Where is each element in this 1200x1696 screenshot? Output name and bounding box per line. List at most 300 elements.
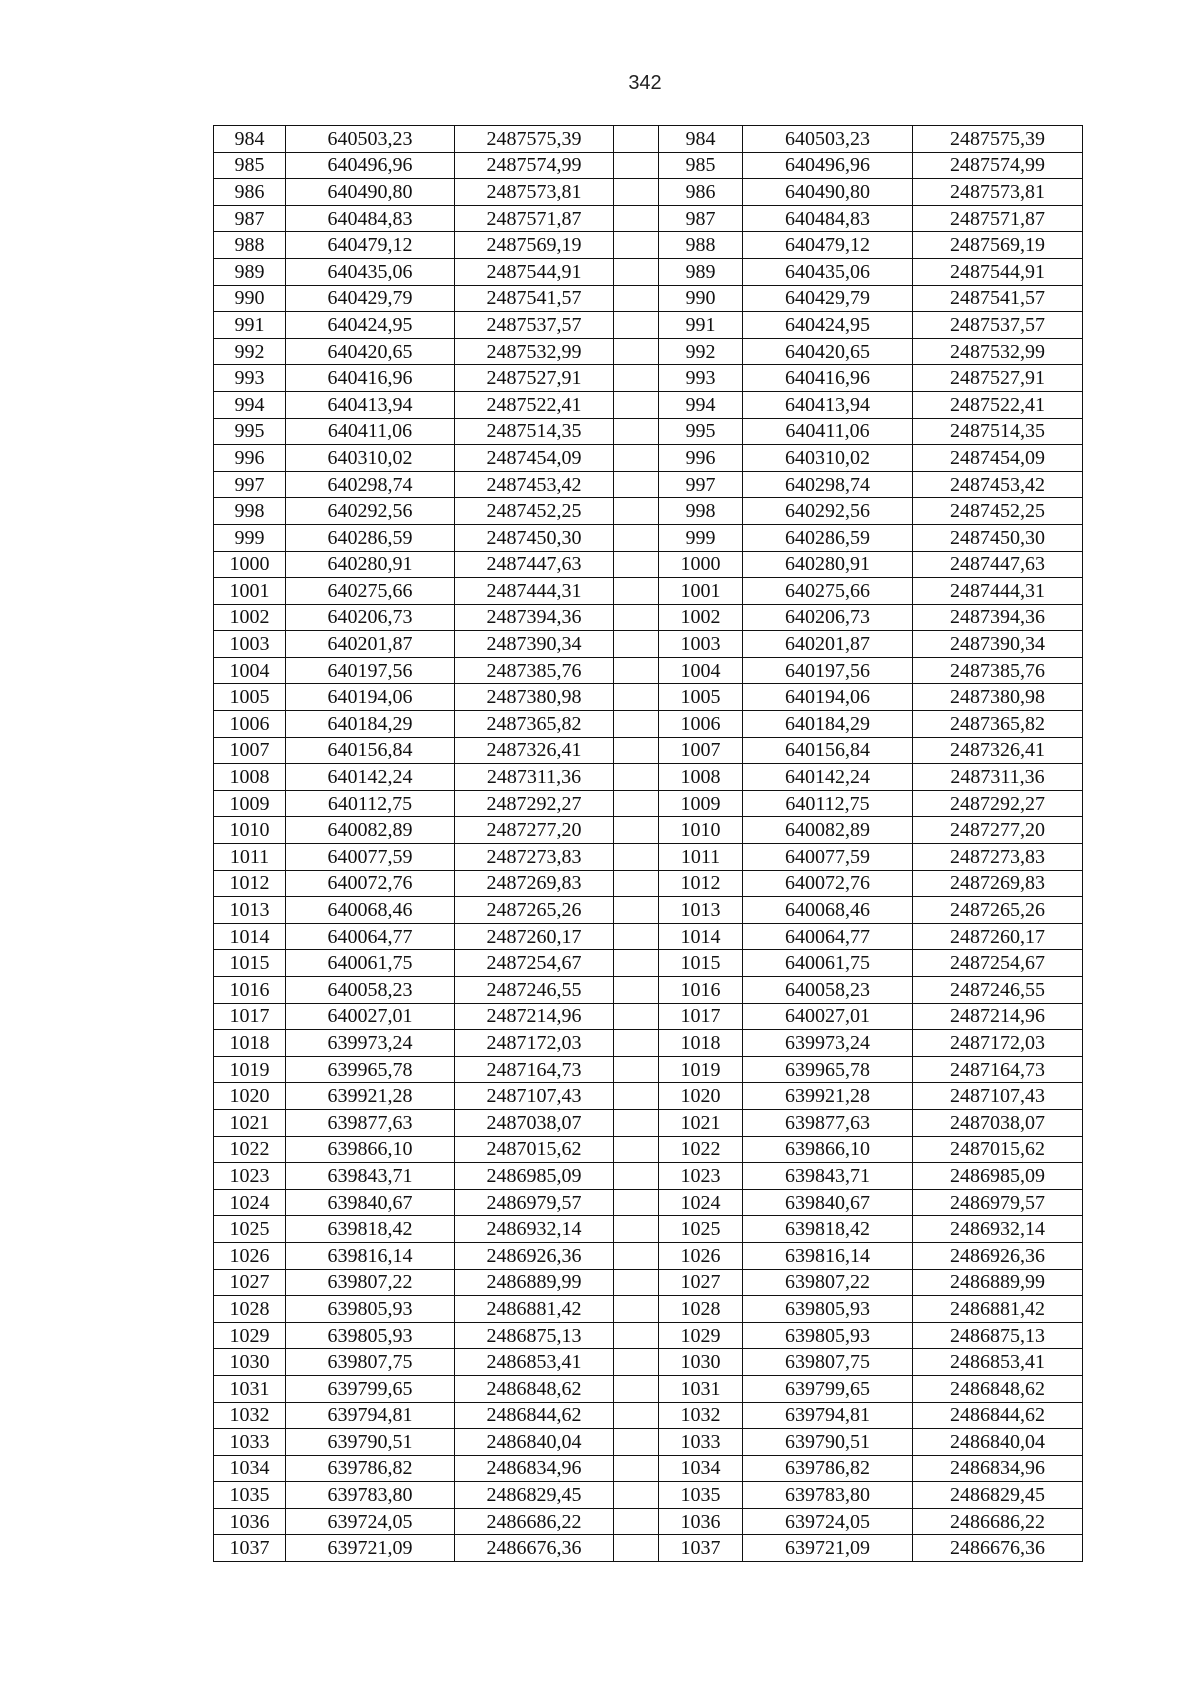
point-number-cell: 1024 — [659, 1189, 743, 1216]
point-number-cell: 989 — [659, 258, 743, 285]
y-coordinate-cell: 2487380,98 — [455, 684, 614, 711]
table-row — [214, 817, 1083, 844]
point-number-cell: 1006 — [659, 711, 743, 738]
point-number-cell: 1011 — [659, 844, 743, 871]
y-coordinate-cell: 2487571,87 — [455, 205, 614, 232]
point-number-cell: 989 — [214, 258, 286, 285]
x-coordinate-cell: 639786,82 — [286, 1455, 455, 1482]
x-coordinate-cell: 640072,76 — [743, 870, 913, 897]
point-number-cell: 1005 — [659, 684, 743, 711]
point-number-cell: 985 — [214, 152, 286, 179]
x-coordinate-cell: 640064,77 — [743, 923, 913, 950]
point-number-cell: 986 — [214, 179, 286, 206]
gap-cell — [614, 1429, 659, 1456]
table-row — [214, 418, 1083, 445]
y-coordinate-cell: 2486848,62 — [913, 1375, 1083, 1402]
x-coordinate-cell: 640206,73 — [743, 604, 913, 631]
table-row — [214, 1269, 1083, 1296]
table-row — [214, 977, 1083, 1004]
point-number-cell: 994 — [214, 391, 286, 418]
gap-cell — [614, 418, 659, 445]
gap-cell — [614, 1535, 659, 1562]
y-coordinate-cell: 2486985,09 — [455, 1163, 614, 1190]
gap-cell — [614, 657, 659, 684]
y-coordinate-cell: 2487514,35 — [455, 418, 614, 445]
point-number-cell: 1021 — [659, 1109, 743, 1136]
y-coordinate-cell: 2486979,57 — [455, 1189, 614, 1216]
x-coordinate-cell: 640027,01 — [743, 1003, 913, 1030]
x-coordinate-cell: 640142,24 — [286, 764, 455, 791]
x-coordinate-cell: 639843,71 — [286, 1163, 455, 1190]
gap-cell — [614, 684, 659, 711]
x-coordinate-cell: 639840,67 — [743, 1189, 913, 1216]
gap-cell — [614, 1455, 659, 1482]
y-coordinate-cell: 2487273,83 — [913, 844, 1083, 871]
y-coordinate-cell: 2487265,26 — [913, 897, 1083, 924]
x-coordinate-cell: 639818,42 — [743, 1216, 913, 1243]
point-number-cell: 1012 — [659, 870, 743, 897]
table-row — [214, 1322, 1083, 1349]
point-number-cell: 1018 — [214, 1030, 286, 1057]
y-coordinate-cell: 2487541,57 — [913, 285, 1083, 312]
x-coordinate-cell: 639807,22 — [743, 1269, 913, 1296]
x-coordinate-cell: 640197,56 — [286, 657, 455, 684]
x-coordinate-cell: 640197,56 — [743, 657, 913, 684]
y-coordinate-cell: 2486853,41 — [913, 1349, 1083, 1376]
y-coordinate-cell: 2487385,76 — [913, 657, 1083, 684]
table-row — [214, 1535, 1083, 1562]
point-number-cell: 986 — [659, 179, 743, 206]
point-number-cell: 1036 — [214, 1508, 286, 1535]
point-number-cell: 1017 — [659, 1003, 743, 1030]
point-number-cell: 1013 — [659, 897, 743, 924]
gap-cell — [614, 817, 659, 844]
y-coordinate-cell: 2487450,30 — [913, 524, 1083, 551]
x-coordinate-cell: 640484,83 — [743, 205, 913, 232]
y-coordinate-cell: 2487522,41 — [455, 391, 614, 418]
x-coordinate-cell: 640484,83 — [286, 205, 455, 232]
point-number-cell: 999 — [214, 524, 286, 551]
x-coordinate-cell: 639807,75 — [743, 1349, 913, 1376]
x-coordinate-cell: 640310,02 — [286, 445, 455, 472]
x-coordinate-cell: 640275,66 — [743, 578, 913, 605]
point-number-cell: 1007 — [214, 737, 286, 764]
gap-cell — [614, 897, 659, 924]
table-row — [214, 1455, 1083, 1482]
y-coordinate-cell: 2487447,63 — [455, 551, 614, 578]
x-coordinate-cell: 639805,93 — [743, 1296, 913, 1323]
x-coordinate-cell: 640027,01 — [286, 1003, 455, 1030]
y-coordinate-cell: 2487574,99 — [913, 152, 1083, 179]
gap-cell — [614, 870, 659, 897]
table-row — [214, 445, 1083, 472]
point-number-cell: 1036 — [659, 1508, 743, 1535]
table-row — [214, 1136, 1083, 1163]
x-coordinate-cell: 640286,59 — [743, 524, 913, 551]
y-coordinate-cell: 2487390,34 — [455, 631, 614, 658]
y-coordinate-cell: 2487164,73 — [913, 1056, 1083, 1083]
point-number-cell: 1016 — [214, 977, 286, 1004]
gap-cell — [614, 1030, 659, 1057]
x-coordinate-cell: 639818,42 — [286, 1216, 455, 1243]
y-coordinate-cell: 2487444,31 — [455, 578, 614, 605]
table-row — [214, 1349, 1083, 1376]
table-row — [214, 1375, 1083, 1402]
x-coordinate-cell: 640292,56 — [286, 498, 455, 525]
x-coordinate-cell: 640194,06 — [286, 684, 455, 711]
table-row — [214, 312, 1083, 339]
gap-cell — [614, 365, 659, 392]
point-number-cell: 1003 — [214, 631, 286, 658]
y-coordinate-cell: 2487172,03 — [455, 1030, 614, 1057]
point-number-cell: 1022 — [214, 1136, 286, 1163]
x-coordinate-cell: 640184,29 — [286, 711, 455, 738]
x-coordinate-cell: 640082,89 — [743, 817, 913, 844]
gap-cell — [614, 1402, 659, 1429]
table-row — [214, 844, 1083, 871]
x-coordinate-cell: 640201,87 — [743, 631, 913, 658]
gap-cell — [614, 790, 659, 817]
x-coordinate-cell: 640061,75 — [743, 950, 913, 977]
point-number-cell: 992 — [214, 338, 286, 365]
point-number-cell: 987 — [214, 205, 286, 232]
table-row — [214, 126, 1083, 153]
y-coordinate-cell: 2487447,63 — [913, 551, 1083, 578]
table-row — [214, 1163, 1083, 1190]
point-number-cell: 1019 — [659, 1056, 743, 1083]
y-coordinate-cell: 2486985,09 — [913, 1163, 1083, 1190]
point-number-cell: 1020 — [659, 1083, 743, 1110]
x-coordinate-cell: 640298,74 — [743, 471, 913, 498]
gap-cell — [614, 391, 659, 418]
y-coordinate-cell: 2487573,81 — [455, 179, 614, 206]
gap-cell — [614, 1003, 659, 1030]
x-coordinate-cell: 640503,23 — [286, 126, 455, 153]
x-coordinate-cell: 640112,75 — [743, 790, 913, 817]
point-number-cell: 995 — [659, 418, 743, 445]
point-number-cell: 987 — [659, 205, 743, 232]
table-row — [214, 258, 1083, 285]
point-number-cell: 1004 — [659, 657, 743, 684]
y-coordinate-cell: 2487394,36 — [913, 604, 1083, 631]
table-row — [214, 498, 1083, 525]
x-coordinate-cell: 639921,28 — [286, 1083, 455, 1110]
point-number-cell: 1009 — [214, 790, 286, 817]
point-number-cell: 1000 — [659, 551, 743, 578]
gap-cell — [614, 1083, 659, 1110]
y-coordinate-cell: 2487015,62 — [913, 1136, 1083, 1163]
y-coordinate-cell: 2486840,04 — [455, 1429, 614, 1456]
x-coordinate-cell: 640411,06 — [743, 418, 913, 445]
table-row — [214, 1482, 1083, 1509]
table-row — [214, 551, 1083, 578]
y-coordinate-cell: 2486844,62 — [455, 1402, 614, 1429]
y-coordinate-cell: 2487107,43 — [455, 1083, 614, 1110]
point-number-cell: 1029 — [214, 1322, 286, 1349]
x-coordinate-cell: 640201,87 — [286, 631, 455, 658]
gap-cell — [614, 1269, 659, 1296]
y-coordinate-cell: 2487575,39 — [455, 126, 614, 153]
table-row — [214, 285, 1083, 312]
y-coordinate-cell: 2487277,20 — [455, 817, 614, 844]
y-coordinate-cell: 2487532,99 — [455, 338, 614, 365]
table-row — [214, 604, 1083, 631]
table-row — [214, 1109, 1083, 1136]
gap-cell — [614, 498, 659, 525]
y-coordinate-cell: 2486844,62 — [913, 1402, 1083, 1429]
x-coordinate-cell: 640068,46 — [286, 897, 455, 924]
table-row — [214, 764, 1083, 791]
point-number-cell: 995 — [214, 418, 286, 445]
x-coordinate-cell: 639794,81 — [286, 1402, 455, 1429]
x-coordinate-cell: 639790,51 — [286, 1429, 455, 1456]
table-row — [214, 631, 1083, 658]
x-coordinate-cell: 639721,09 — [286, 1535, 455, 1562]
point-number-cell: 1034 — [659, 1455, 743, 1482]
point-number-cell: 985 — [659, 152, 743, 179]
y-coordinate-cell: 2487454,09 — [455, 445, 614, 472]
x-coordinate-cell: 639783,80 — [286, 1482, 455, 1509]
y-coordinate-cell: 2487390,34 — [913, 631, 1083, 658]
x-coordinate-cell: 639877,63 — [286, 1109, 455, 1136]
x-coordinate-cell: 639721,09 — [743, 1535, 913, 1562]
x-coordinate-cell: 640292,56 — [743, 498, 913, 525]
gap-cell — [614, 578, 659, 605]
point-number-cell: 1001 — [214, 578, 286, 605]
x-coordinate-cell: 640156,84 — [743, 737, 913, 764]
gap-cell — [614, 1216, 659, 1243]
x-coordinate-cell: 640413,94 — [286, 391, 455, 418]
y-coordinate-cell: 2487164,73 — [455, 1056, 614, 1083]
x-coordinate-cell: 640298,74 — [286, 471, 455, 498]
x-coordinate-cell: 640310,02 — [743, 445, 913, 472]
table-row — [214, 471, 1083, 498]
point-number-cell: 1010 — [659, 817, 743, 844]
y-coordinate-cell: 2487107,43 — [913, 1083, 1083, 1110]
y-coordinate-cell: 2486834,96 — [913, 1455, 1083, 1482]
gap-cell — [614, 285, 659, 312]
x-coordinate-cell: 640490,80 — [743, 179, 913, 206]
table-row — [214, 524, 1083, 551]
point-number-cell: 1025 — [214, 1216, 286, 1243]
y-coordinate-cell: 2487450,30 — [455, 524, 614, 551]
point-number-cell: 1013 — [214, 897, 286, 924]
y-coordinate-cell: 2487454,09 — [913, 445, 1083, 472]
point-number-cell: 1001 — [659, 578, 743, 605]
y-coordinate-cell: 2487453,42 — [455, 471, 614, 498]
point-number-cell: 1022 — [659, 1136, 743, 1163]
point-number-cell: 1024 — [214, 1189, 286, 1216]
table-row — [214, 711, 1083, 738]
point-number-cell: 1028 — [659, 1296, 743, 1323]
y-coordinate-cell: 2487544,91 — [913, 258, 1083, 285]
point-number-cell: 1020 — [214, 1083, 286, 1110]
point-number-cell: 1011 — [214, 844, 286, 871]
x-coordinate-cell: 640420,65 — [743, 338, 913, 365]
table-row — [214, 870, 1083, 897]
gap-cell — [614, 1349, 659, 1376]
x-coordinate-cell: 640194,06 — [743, 684, 913, 711]
gap-cell — [614, 1482, 659, 1509]
table-row — [214, 790, 1083, 817]
point-number-cell: 1033 — [659, 1429, 743, 1456]
point-number-cell: 990 — [659, 285, 743, 312]
x-coordinate-cell: 640206,73 — [286, 604, 455, 631]
point-number-cell: 1008 — [214, 764, 286, 791]
y-coordinate-cell: 2487544,91 — [455, 258, 614, 285]
y-coordinate-cell: 2486676,36 — [913, 1535, 1083, 1562]
y-coordinate-cell: 2487269,83 — [455, 870, 614, 897]
x-coordinate-cell: 640072,76 — [286, 870, 455, 897]
y-coordinate-cell: 2487514,35 — [913, 418, 1083, 445]
x-coordinate-cell: 639790,51 — [743, 1429, 913, 1456]
y-coordinate-cell: 2487573,81 — [913, 179, 1083, 206]
table-row — [214, 205, 1083, 232]
x-coordinate-cell: 640112,75 — [286, 790, 455, 817]
table-row — [214, 1189, 1083, 1216]
table-row — [214, 1056, 1083, 1083]
x-coordinate-cell: 640280,91 — [286, 551, 455, 578]
point-number-cell: 996 — [659, 445, 743, 472]
point-number-cell: 997 — [214, 471, 286, 498]
point-number-cell: 1037 — [659, 1535, 743, 1562]
point-number-cell: 1019 — [214, 1056, 286, 1083]
gap-cell — [614, 445, 659, 472]
table-row — [214, 950, 1083, 977]
y-coordinate-cell: 2487015,62 — [455, 1136, 614, 1163]
x-coordinate-cell: 640416,96 — [743, 365, 913, 392]
y-coordinate-cell: 2487172,03 — [913, 1030, 1083, 1057]
point-number-cell: 1016 — [659, 977, 743, 1004]
point-number-cell: 1035 — [659, 1482, 743, 1509]
y-coordinate-cell: 2487038,07 — [455, 1109, 614, 1136]
x-coordinate-cell: 639786,82 — [743, 1455, 913, 1482]
gap-cell — [614, 179, 659, 206]
y-coordinate-cell: 2487292,27 — [913, 790, 1083, 817]
x-coordinate-cell: 639816,14 — [286, 1242, 455, 1269]
table-row — [214, 1216, 1083, 1243]
gap-cell — [614, 631, 659, 658]
gap-cell — [614, 711, 659, 738]
y-coordinate-cell: 2487380,98 — [913, 684, 1083, 711]
y-coordinate-cell: 2486979,57 — [913, 1189, 1083, 1216]
point-number-cell: 1023 — [659, 1163, 743, 1190]
point-number-cell: 1028 — [214, 1296, 286, 1323]
y-coordinate-cell: 2487365,82 — [913, 711, 1083, 738]
y-coordinate-cell: 2486686,22 — [455, 1508, 614, 1535]
x-coordinate-cell: 640156,84 — [286, 737, 455, 764]
y-coordinate-cell: 2487214,96 — [455, 1003, 614, 1030]
table-row — [214, 578, 1083, 605]
point-number-cell: 1006 — [214, 711, 286, 738]
point-number-cell: 984 — [214, 126, 286, 153]
gap-cell — [614, 471, 659, 498]
y-coordinate-cell: 2487575,39 — [913, 126, 1083, 153]
gap-cell — [614, 1136, 659, 1163]
gap-cell — [614, 1189, 659, 1216]
y-coordinate-cell: 2486686,22 — [913, 1508, 1083, 1535]
x-coordinate-cell: 640496,96 — [743, 152, 913, 179]
y-coordinate-cell: 2487311,36 — [913, 764, 1083, 791]
x-coordinate-cell: 640424,95 — [743, 312, 913, 339]
point-number-cell: 997 — [659, 471, 743, 498]
x-coordinate-cell: 640061,75 — [286, 950, 455, 977]
y-coordinate-cell: 2487277,20 — [913, 817, 1083, 844]
table-row — [214, 923, 1083, 950]
gap-cell — [614, 604, 659, 631]
point-number-cell: 1007 — [659, 737, 743, 764]
table-row — [214, 897, 1083, 924]
point-number-cell: 1030 — [214, 1349, 286, 1376]
point-number-cell: 1015 — [659, 950, 743, 977]
table-row — [214, 1296, 1083, 1323]
table-row — [214, 1242, 1083, 1269]
point-number-cell: 1014 — [214, 923, 286, 950]
x-coordinate-cell: 640429,79 — [286, 285, 455, 312]
y-coordinate-cell: 2487311,36 — [455, 764, 614, 791]
x-coordinate-cell: 639816,14 — [743, 1242, 913, 1269]
point-number-cell: 1035 — [214, 1482, 286, 1509]
y-coordinate-cell: 2487246,55 — [455, 977, 614, 1004]
gap-cell — [614, 1375, 659, 1402]
x-coordinate-cell: 639921,28 — [743, 1083, 913, 1110]
y-coordinate-cell: 2487522,41 — [913, 391, 1083, 418]
gap-cell — [614, 232, 659, 259]
point-number-cell: 1026 — [214, 1242, 286, 1269]
point-number-cell: 1025 — [659, 1216, 743, 1243]
point-number-cell: 1027 — [659, 1269, 743, 1296]
y-coordinate-cell: 2486889,99 — [913, 1269, 1083, 1296]
table-row — [214, 232, 1083, 259]
x-coordinate-cell: 640184,29 — [743, 711, 913, 738]
y-coordinate-cell: 2486853,41 — [455, 1349, 614, 1376]
y-coordinate-cell: 2487292,27 — [455, 790, 614, 817]
point-number-cell: 1021 — [214, 1109, 286, 1136]
point-number-cell: 1017 — [214, 1003, 286, 1030]
x-coordinate-cell: 639965,78 — [286, 1056, 455, 1083]
x-coordinate-cell: 639724,05 — [286, 1508, 455, 1535]
point-number-cell: 998 — [214, 498, 286, 525]
x-coordinate-cell: 639973,24 — [286, 1030, 455, 1057]
point-number-cell: 996 — [214, 445, 286, 472]
table-row — [214, 338, 1083, 365]
x-coordinate-cell: 640058,23 — [743, 977, 913, 1004]
x-coordinate-cell: 640490,80 — [286, 179, 455, 206]
table-row — [214, 391, 1083, 418]
x-coordinate-cell: 640082,89 — [286, 817, 455, 844]
table-row — [214, 1402, 1083, 1429]
x-coordinate-cell: 640503,23 — [743, 126, 913, 153]
table-row — [214, 1429, 1083, 1456]
point-number-cell: 991 — [214, 312, 286, 339]
gap-cell — [614, 551, 659, 578]
x-coordinate-cell: 639807,75 — [286, 1349, 455, 1376]
x-coordinate-cell: 640077,59 — [743, 844, 913, 871]
y-coordinate-cell: 2487453,42 — [913, 471, 1083, 498]
gap-cell — [614, 1242, 659, 1269]
x-coordinate-cell: 640064,77 — [286, 923, 455, 950]
table-row — [214, 1030, 1083, 1057]
y-coordinate-cell: 2487532,99 — [913, 338, 1083, 365]
point-number-cell: 1002 — [214, 604, 286, 631]
point-number-cell: 1003 — [659, 631, 743, 658]
x-coordinate-cell: 639794,81 — [743, 1402, 913, 1429]
point-number-cell: 1037 — [214, 1535, 286, 1562]
y-coordinate-cell: 2486829,45 — [913, 1482, 1083, 1509]
y-coordinate-cell: 2486881,42 — [913, 1296, 1083, 1323]
point-number-cell: 1031 — [659, 1375, 743, 1402]
y-coordinate-cell: 2487571,87 — [913, 205, 1083, 232]
